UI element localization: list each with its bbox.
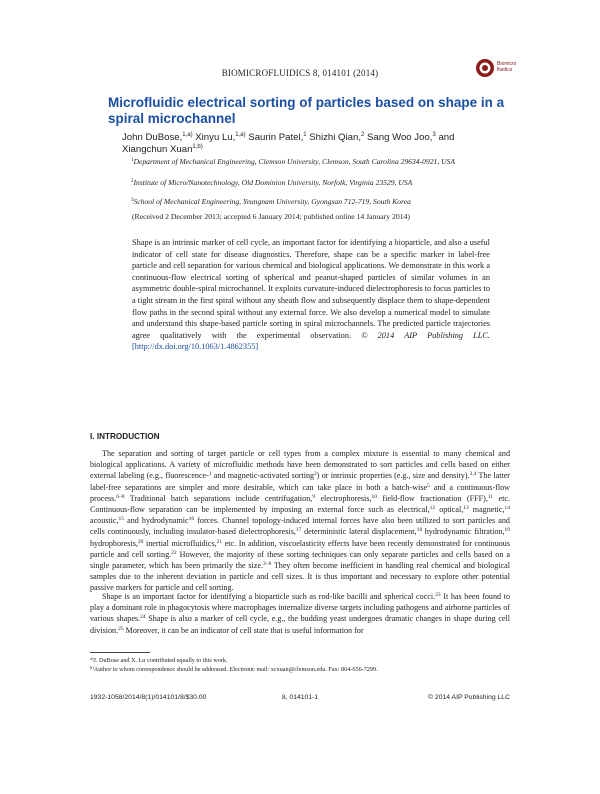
author: Xinyu Lu, <box>195 132 236 143</box>
affiliation: $^1$Department of Mechanical Engineering, Clemson University, Clemson, South Carolina 29634-0921, USA <box>131 157 456 166</box>
section-heading: I. INTRODUCTION <box>90 432 160 441</box>
citation-ref: 3,4 <box>469 471 477 478</box>
text-run: Shape is an important factor for identifying a bioparticle such as rod-like bacilli and spherical cocci. <box>102 592 436 601</box>
text-run: ) or intrinsic properties (e.g., size and density). <box>316 471 470 481</box>
text-run: acoustic, <box>90 516 119 526</box>
abstract-copyright: © 2014 AIP Publishing LLC. <box>361 330 491 340</box>
citation-ref: 13 <box>463 505 469 512</box>
citation-ref: 16 <box>188 516 195 523</box>
journal-logo-icon <box>475 57 495 79</box>
footer-page-number: 8, 014101-1 <box>281 694 319 701</box>
text-run: field-flow fractionation (FFF), <box>376 493 488 503</box>
affiliation: $^2$Institute of Micro/Nanotechnology, Old Dominion University, Norfolk, Virginia 23529, USA <box>131 178 413 187</box>
author: John DuBose, <box>122 132 183 143</box>
author: and Xiangchun Xuan <box>122 132 455 155</box>
citation-ref: 20 <box>137 538 144 545</box>
citation-ref: 6–8 <box>116 493 125 500</box>
author: Sang Woo Joo, <box>367 132 433 143</box>
abstract <box>132 237 490 353</box>
text-run: The separation and sorting of target particle or cell types from a complex mixture is essential to many chemical and biological applications. A variety of microfluidic methods have been demonstrated to sort particles and cells based on either external labeling (e.g., fluorescence- <box>90 449 510 481</box>
text-run: and a continuous-flow process. <box>90 482 510 503</box>
citation-ref: 5 <box>427 482 430 489</box>
abstract-text: Shape is an intrinsic marker of cell cycle, an important factor for identifying a bioparticle, and also a useful indicator of cell state for disease diagnostics. Therefore, shape can be a specific marker in label-free particle and cell separation for various chemical and biological applications. We demonstrate in this work a continuous-flow electrical sorting of spherical and peanut-shaped particles of similar volumes in an asymmetric double-spiral microchannel. It exploits curvature-induced dielectrophoresis to focus particles to a tight stream in the first spiral without any sheath flow and subsequently displace them to shape-dependent flow paths in the second spiral without any external force. We also develop a numerical model to simulate and understand this shape-based particle sorting in spiral microchannels. The predicted particle trajectories agree qualitatively with the experimental observation. <box>132 238 490 340</box>
text-run: magnetic, <box>468 505 505 515</box>
citation-ref: 14 <box>504 505 510 512</box>
journal-logo-text: Biomicro fluidics <box>497 61 517 73</box>
citation-ref: 18 <box>416 527 423 534</box>
footer-copyright: © 2014 AIP Publishing LLC <box>428 694 510 701</box>
citation-ref: 1 <box>208 471 212 478</box>
intro-paragraph-2 <box>90 591 510 636</box>
text-run: electrophoresis, <box>315 493 372 503</box>
text-run: They often become inefficient in handling real chemical and biological samples due to the inherent deviation in particle and cell sizes. It is thus important and necessary to explore other potential passive markers for particle and cell sorting. <box>90 561 510 593</box>
text-run: It has been found to play a dominant role in phagocytosis where macrophages internalize diverse targets including pathogens and airborne particles of various shapes. <box>90 592 510 624</box>
doi-link[interactable]: [http://dx.doi.org/10.1063/1.4862355] <box>132 342 259 352</box>
text-run: deterministic lateral displacement, <box>301 527 417 537</box>
footer-issn: 1932-1058/2014/8(1)/014101/8/$30.00 <box>90 694 207 701</box>
affiliation: $^3$School of Mechanical Engineering, Yeungnam University, Gyongsan 712-719, South Korea <box>131 197 411 206</box>
citation-ref: 25 <box>118 625 124 632</box>
citation-ref: 15 <box>118 516 125 523</box>
text-run: and hydrodynamic <box>124 516 189 526</box>
text-run: hydrophoresis, <box>90 538 138 548</box>
text-run: Traditional batch separations include centrifugation, <box>124 493 313 503</box>
footnote-divider <box>90 652 150 653</box>
article-title: Microfluidic electrical sorting of particles based on shape in a spiral microchannel <box>108 95 505 126</box>
text-run: etc. Continuous-flow separation can be implemented by imposing an external force such as electrical, <box>90 493 511 515</box>
text-run: However, the majority of these sorting techniques can only separate particles and cells based on a single parameter, which has been primarily the size. <box>90 549 510 571</box>
citation-ref: 9 <box>312 493 316 500</box>
citation-ref: 24 <box>140 614 146 621</box>
footnote: $^{a)}$J. DuBose and X. Lu contributed equally to this work. <box>90 656 228 664</box>
text-run: forces. Channel topology-induced internal forces have also been utilized to sort particles and cells continuously, including insulator-based dielectrophoresis, <box>90 516 510 537</box>
journal-logo <box>475 57 525 83</box>
text-run: inertial microfluidics, <box>143 538 217 548</box>
citation-ref: 21 <box>216 538 223 545</box>
text-run: etc. In addition, viscoelasticity effects have been recently demonstrated for continuous particle and cell sorting. <box>90 538 510 559</box>
text-run: optical, <box>435 505 464 515</box>
author: Shizhi Qian, <box>309 132 361 143</box>
author: Saurin Patel, <box>248 132 304 143</box>
text-run: Moreover, it can be an indicator of cell state that is useful information for <box>123 625 364 635</box>
received-dates: (Received 2 December 2013; accepted 6 January 2014; published online 14 January 2014) <box>132 212 410 221</box>
citation-ref: 11 <box>487 493 494 500</box>
journal-running-head: BIOMICROFLUIDICS 8, 014101 (2014) <box>221 68 379 78</box>
text-run: The latter label-free separations are simpler and more desirable, which can take place in both a batch-wise <box>90 471 510 492</box>
author-list: John DuBose,$^{1,a)}$ Xinyu Lu,$^{1,a)}$ Saurin Patel,$^1$ Shizhi Qian,$^2$ Sang Woo Joo,$^3$ and Xiangchun Xuan$^{1,b)}$ <box>122 132 455 155</box>
text-run: Shape is also a marker of cell cycle, e.g., the budding yeast undergoes dramatic changes in shape during cell division. <box>90 614 510 635</box>
citation-ref: 23 <box>435 592 441 598</box>
citation-ref: 17 <box>295 527 302 534</box>
citation-ref: 2 <box>314 471 317 478</box>
citation-ref: 12 <box>429 505 436 512</box>
intro-paragraph-1 <box>90 448 510 594</box>
text-run: hydrodynamic filtration, <box>422 527 505 537</box>
footnote: $^{b)}$Author to whom correspondence should be addressed. Electronic mail: xcxuan@clemson.edu. Fax: 864-656-7299. <box>90 665 378 673</box>
text-run: and magnetic-activated sorting <box>211 471 315 481</box>
citation-ref: 19 <box>504 527 510 534</box>
citation-ref: 3–8 <box>263 561 272 568</box>
citation-ref: 22 <box>171 549 177 556</box>
citation-ref: 10 <box>371 493 377 500</box>
